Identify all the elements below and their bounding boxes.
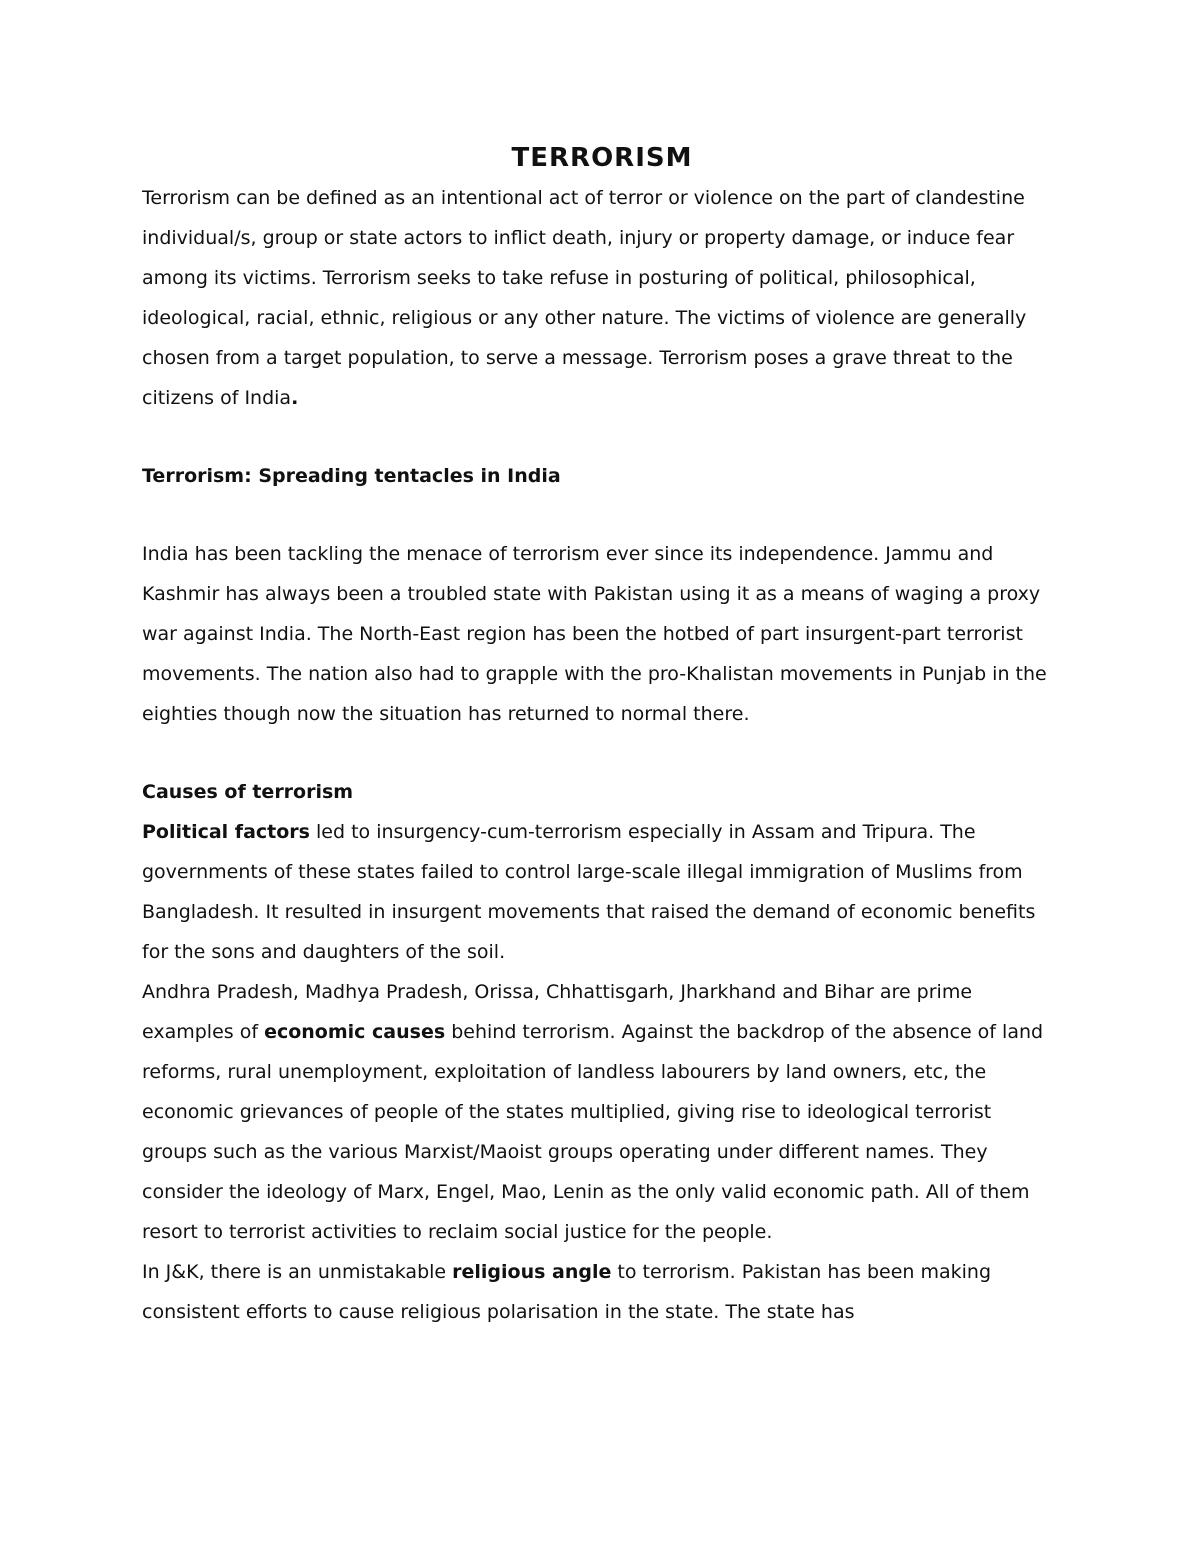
section-paragraph-india: India has been tackling the menace of terrorism ever since its independence. Jammu and Kashmir has always been a troubled state with Pakistan using it as a means of waging a proxy war against India. The North-East region has been the hotbed of part insurgent-part terrorist movements. The nation also had to grapple with the pro-Khalistan movements in Punjab in the eighties though now the situation has returned to normal there. — [142, 543, 1047, 725]
political-factors-text: led to insurgency-cum-terrorism especially in Assam and Tripura. The governments of these states failed to control large-scale illegal immigration of Muslims from Bangladesh. It resulted in insurgent movements that raised the demand of economic benefits for the sons and daughters of the soil. — [142, 821, 1036, 963]
bold-religious-angle: religious angle — [452, 1261, 612, 1283]
intro-text: Terrorism can be defined as an intentional act of terror or violence on the part of clandestine individual/s, group or state actors to inflict death, injury or property damage, or induce fear among its victims. Terrorism seeks to take refuse in posturing of political, philosophical, ideological, racial, ethnic, religious or any other nature. The victims of violence are generally chosen from a target population, to serve a message. Terrorism poses a grave threat to the citizens of India — [142, 187, 1027, 409]
document-title: TERRORISM — [511, 143, 693, 173]
bold-political-factors: Political factors — [142, 821, 310, 843]
paragraph-religious-angle — [142, 1252, 1062, 1332]
paragraph-economic-causes — [142, 972, 1062, 1252]
section-heading-spreading-tentacles: Terrorism: Spreading tentacles in India — [142, 465, 561, 487]
intro-end: . — [291, 387, 299, 409]
bold-economic-causes: economic causes — [264, 1021, 446, 1043]
section-heading-causes: Causes of terrorism — [142, 781, 354, 803]
document-page — [142, 138, 1062, 1332]
religious-angle-text: to terrorism. Pakistan has been making consistent efforts to cause religious polarisation in the state. The state has — [142, 1261, 992, 1323]
religious-angle-intro: In J&K, there is an unmistakable — [142, 1261, 453, 1283]
paragraph-political-factors — [142, 812, 1062, 972]
economic-causes-text: behind terrorism. Against the backdrop of the absence of land reforms, rural unemployment, exploitation of landless labourers by land owners, etc, the economic grievances of people of the states multiplied, giving rise to ideological terrorist groups such as the various Marxist/Maoist groups operating under different names. They consider the ideology of Marx, Engel, Mao, Lenin as the only valid economic path. All of them resort to terrorist activities to reclaim social justice for the people. — [142, 1021, 1044, 1243]
intro-paragraph — [142, 178, 1062, 418]
economic-causes-intro: Andhra Pradesh, Madhya Pradesh, Orissa, Chhattisgarh, Jharkhand and Bihar are prime examples of — [142, 981, 973, 1043]
